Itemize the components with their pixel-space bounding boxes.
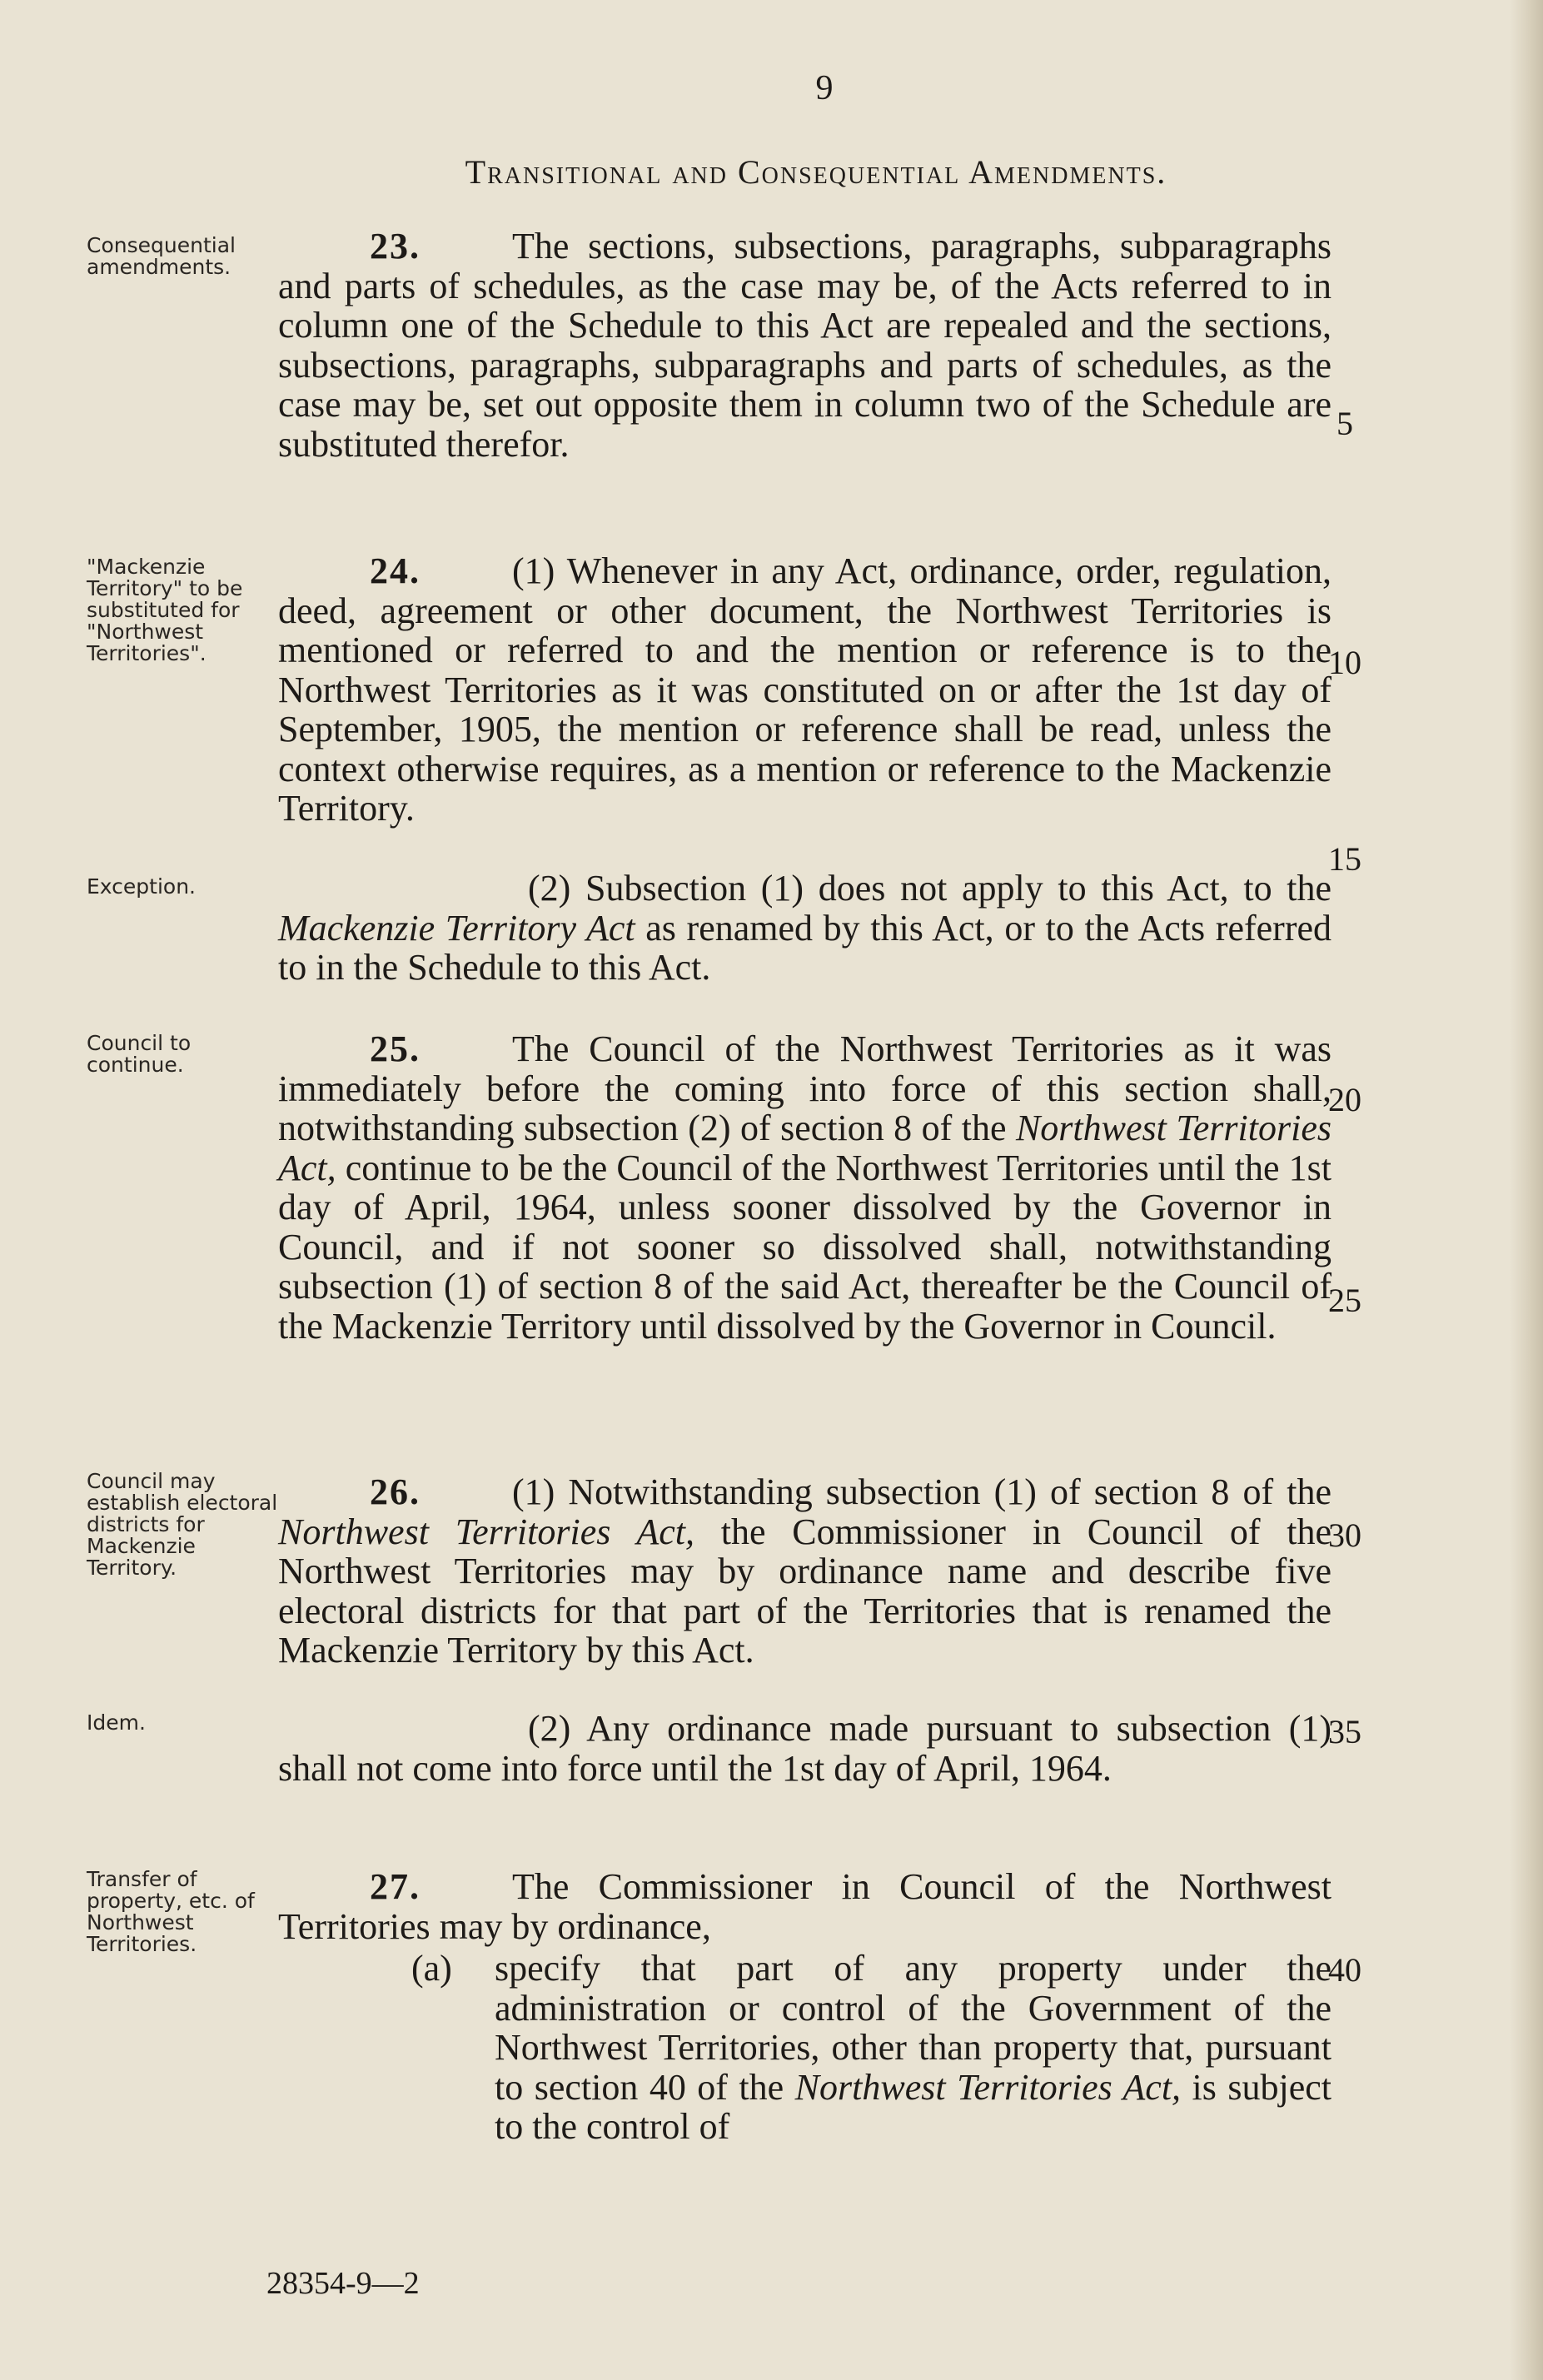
line-number: 35 <box>1328 1713 1361 1750</box>
section-text: (1) Notwithstanding subsection (1) of section 8 of the <box>512 1471 1331 1512</box>
act-title: Northwest Territories Act, <box>278 1108 1331 1188</box>
page-number: 9 <box>815 69 834 107</box>
section-text: The sections, subsections, paragraphs, subparagraphs and parts of schedules, as the case may be, of the Acts referred to in column one of the Schedule to this Act are repealed and the sections, subsections, paragraphs, subparagraphs and parts of schedules, as the case may be, set out opposite them in column two of the Schedule are substituted therefor. <box>278 226 1331 465</box>
section-text: continue to be the Council of the Northwest Territories until the 1st day of April, 1964, unless sooner dissolved by the Governor in Council, and if not sooner so dissolved shall, notwithstanding subsection (1) of section 8 of the said Act, thereafter be the Council of the Mackenzie Territory until dissolved by the Governor in Council. <box>278 1147 1331 1347</box>
section-number: 24. <box>370 550 421 591</box>
margin-note-23: Consequential amendments. <box>87 233 236 279</box>
act-title: Northwest Territories Act, <box>278 1511 694 1552</box>
section-text: (1) Whenever in any Act, ordinance, order, regulation, deed, agreement or other document, the Northwest Territories is mentioned or referred to and the mention or reference is to the Northwest Territories as it was constituted on or after the 1st day of September, 1905, the mention or reference shall be read, unless the context otherwise requires, as a mention or reference to the Mackenzie Territory. <box>278 550 1331 829</box>
margin-note-25: Council to continue. <box>87 1031 192 1077</box>
item-text <box>495 1949 1331 2147</box>
section-24 <box>278 551 1331 829</box>
margin-note-27: Transfer of property, etc. of Northwest Territories. <box>87 1867 255 1956</box>
margin-note-24: "Mackenzie Territory" to be substituted for "Northwest Territories". <box>87 555 243 665</box>
section-text: The Commissioner in Council of the Northwest Territories may by ordinance, <box>278 1866 1331 1947</box>
section-26 <box>278 1472 1331 1670</box>
section-25 <box>278 1029 1331 1346</box>
line-number: 25 <box>1328 1282 1361 1319</box>
margin-note-exception: Exception. <box>87 874 196 899</box>
line-number: 5 <box>1336 405 1353 442</box>
section-heading: Transitional and Consequential Amendments. <box>465 153 1167 191</box>
item-text-part: is subject to the control of <box>495 2066 1331 2147</box>
act-title: Northwest Territories Act, <box>794 2066 1182 2108</box>
section-text: the Commissioner in Council of the Northwest Territories may by ordinance name and describe five electoral districts for that part of the Territories that is renamed the Mackenzie Territory by this Act. <box>278 1511 1331 1670</box>
page-edge <box>1510 0 1543 2380</box>
section-number: 23. <box>370 226 421 266</box>
item-text-part: specify that part of any property under the administration or control of the Government of the Northwest Territories, other than property that, pursuant to section 40 of the <box>495 1948 1331 2108</box>
section-number: 25. <box>370 1028 421 1069</box>
subsection-24-2 <box>278 869 1331 988</box>
section-text: The Council of the Northwest Territories as it was immediately before the coming into force of this section shall, notwithstanding subsection (2) of section 8 of the <box>278 1028 1331 1148</box>
line-number: 10 <box>1328 644 1361 681</box>
section-27 <box>278 1867 1331 1946</box>
line-number: 20 <box>1328 1081 1361 1118</box>
section-number: 26. <box>370 1471 421 1512</box>
margin-note-idem: Idem. <box>87 1710 146 1735</box>
line-number: 40 <box>1328 1951 1361 1989</box>
item-label: (a) <box>411 1948 452 1989</box>
paragraph-27-a <box>278 1949 1331 2147</box>
subsection-text: (2) Subsection (1) does not apply to this Act, to the <box>528 868 1331 909</box>
line-number: 15 <box>1328 840 1361 878</box>
subsection-26-2: (2) Any ordinance made pursuant to subsection (1) shall not come into force until the 1st day of April, 1964. <box>278 1708 1331 1789</box>
footer-code: 28354-9—2 <box>266 2266 420 2301</box>
line-number: 30 <box>1328 1516 1361 1554</box>
section-number: 27. <box>370 1866 421 1907</box>
act-title: Mackenzie Territory Act <box>278 907 635 949</box>
section-23 <box>278 227 1331 464</box>
subsection-text: as renamed by this Act, or to the Acts referred to in the Schedule to this Act. <box>278 907 1331 988</box>
margin-note-26: Council may establish electoral districts for Mackenzie Territory. <box>87 1469 278 1580</box>
